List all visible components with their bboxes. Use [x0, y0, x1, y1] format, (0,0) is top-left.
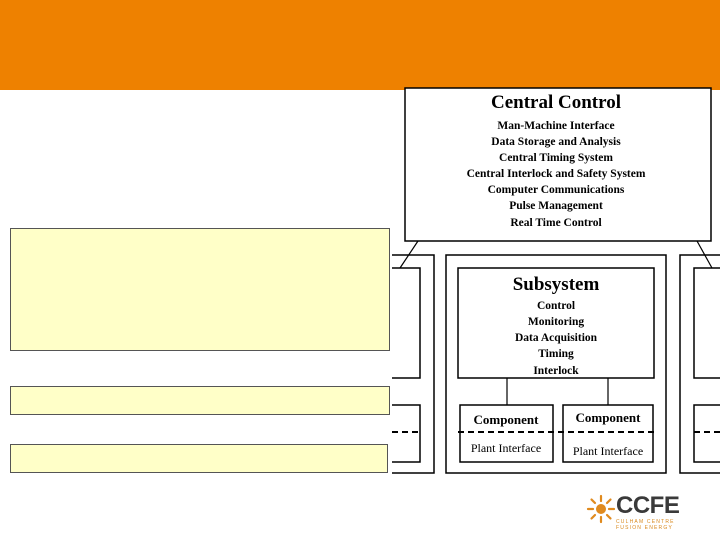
component-title: Component — [473, 412, 539, 427]
left-subsystem-inner — [392, 268, 420, 378]
content-placeholder-box — [10, 444, 388, 473]
central-item: Man-Machine Interface — [497, 120, 615, 132]
ccfe-logo — [586, 492, 696, 532]
logo-subline: CULHAM CENTRE FUSION ENERGY — [616, 519, 675, 531]
subsystem-item: Monitoring — [527, 316, 585, 328]
right-subsystem-outline — [680, 255, 720, 473]
content-placeholder-box — [10, 228, 390, 351]
subsystem-title: Subsystem — [512, 274, 600, 295]
subsystem-item: Control — [536, 300, 576, 312]
central-item: Data Storage and Analysis — [491, 136, 621, 148]
right-subsystem-inner — [694, 268, 720, 378]
subsystem-item: Interlock — [533, 365, 579, 377]
left-component-box — [392, 405, 420, 462]
central-item: Pulse Management — [509, 200, 603, 212]
right-component-box — [694, 405, 720, 462]
content-placeholder-box — [10, 386, 390, 415]
sun-logo-icon — [586, 494, 616, 524]
left-subsystem-outline — [392, 255, 434, 473]
subsystem-item: Timing — [538, 348, 574, 360]
central-item: Central Timing System — [499, 152, 613, 164]
central-item: Real Time Control — [510, 217, 602, 229]
plant-interface-label: Plant Interface — [470, 441, 542, 455]
component-title: Component — [575, 410, 641, 425]
logo-wordmark: CCFE — [616, 492, 680, 519]
central-item: Computer Communications — [487, 184, 625, 196]
subsystem-item: Data Acquisition — [514, 332, 598, 344]
central-control-title: Central Control — [491, 92, 621, 113]
central-item: Central Interlock and Safety System — [466, 168, 646, 180]
plant-interface-label: Plant Interface — [572, 444, 644, 458]
